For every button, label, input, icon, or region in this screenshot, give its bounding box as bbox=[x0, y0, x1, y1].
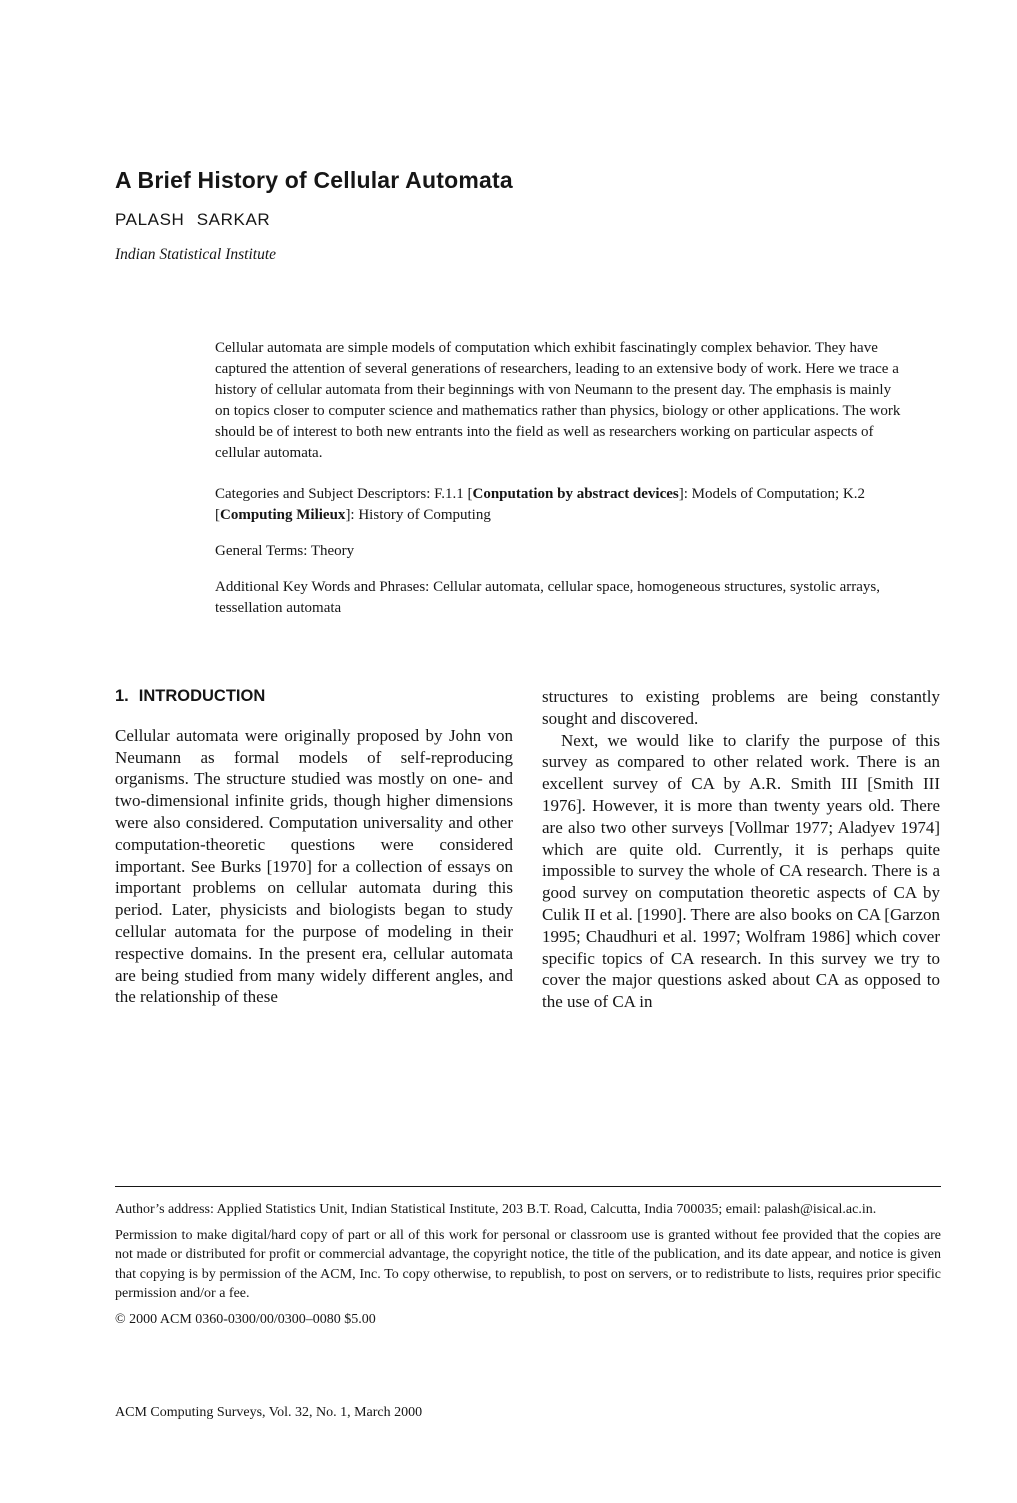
footnote-copyright: © 2000 ACM 0360-0300/00/0300–0080 $5.00 bbox=[115, 1311, 376, 1327]
general-terms-line: General Terms: Theory bbox=[215, 543, 355, 559]
body-paragraph: structures to existing problems are being constantly sought and discovered. bbox=[542, 687, 940, 728]
body-columns bbox=[115, 686, 941, 1013]
author-affiliation: Indian Statistical Institute bbox=[115, 246, 277, 263]
body-paragraph: Cellular automata were originally proposed by John von Neumann as formal models of self-reproducing organisms. The structure studied was mostly on one- and two-dimensional infinite grids, though higher dimensions were also considered. Computation universality and other computation-theoretic questions were considered important. See Burks [1970] for a collection of essays on important problems on cellular automata during this period. Later, physicists and biologists began to study cellular automata for the purpose of modeling in their respective domains. In the present era, cellular automata are being studied from many widely different angles, and the relationship of these bbox=[115, 725, 513, 1007]
front-matter bbox=[215, 338, 909, 634]
footnote-permission: Permission to make digital/hard copy of part or all of this work for personal or classroom use is granted without fee provided that the copies are not made or distributed for profit or commercial advantage, the copyright notice, the title of the publication, and its date appear, and notice is given that copying is by permission of the ACM, Inc. To copy otherwise, to republish, to post on servers, or to redistribute to lists, requires prior specific permission and/or a fee. bbox=[115, 1227, 941, 1302]
categories-suffix: ]: History of Computing bbox=[345, 507, 491, 523]
body-column-left bbox=[115, 686, 513, 1013]
categories-descriptor-2: Computing Milieux bbox=[220, 507, 346, 523]
keywords-line: Additional Key Words and Phrases: Cellular automata, cellular space, homogeneous structures, systolic arrays, tessellation automata bbox=[215, 579, 881, 616]
journal-footer: ACM Computing Surveys, Vol. 32, No. 1, March 2000 bbox=[115, 1405, 423, 1420]
categories-descriptor-1: Conputation by abstract devices bbox=[472, 486, 679, 502]
footnote-divider bbox=[115, 1186, 941, 1187]
footnote-address: Author’s address: Applied Statistics Unit, Indian Statistical Institute, 203 B.T. Road, Calcutta, India 700035; email: palash@isical.ac.in. bbox=[115, 1202, 877, 1217]
section-number: 1. bbox=[115, 687, 129, 705]
section-title: INTRODUCTION bbox=[138, 687, 266, 705]
body-paragraph: Next, we would like to clarify the purpose of this survey as compared to other related work. There is an excellent survey of CA by A.R. Smith III [Smith III 1976]. However, it is more than twenty years old. There are also two other surveys [Vollmar 1977; Aladyev 1974] which are quite old. Currently, it is perhaps quite impossible to survey the whole of CA research. There is a good survey on computation theoretic aspects of CA by Culik II et al. [1990]. There are also books on CA [Garzon 1995; Chaudhuri et al. 1997; Wolfram 1986] which cover specific topics of CA research. In this survey we try to cover the major questions asked about CA as opposed to the use of CA in bbox=[542, 730, 940, 1012]
body-column-right bbox=[542, 686, 940, 1013]
page-title: A Brief History of Cellular Automata bbox=[115, 167, 513, 193]
author-name: PALASH SARKAR bbox=[115, 210, 271, 229]
section-heading bbox=[115, 686, 513, 708]
footnote-area bbox=[115, 1186, 941, 1336]
abstract-text: Cellular automata are simple models of computation which exhibit fascinatingly complex behavior. They have captured the attention of several generations of researchers, leading to an extensive body of work. Here we trace a history of cellular automata from their beginnings with von Neumann to the present day. The emphasis is mainly on topics closer to computer science and mathematics rather than physics, biology or other applications. The work should be of interest to both new entrants into the field as well as researchers working on particular aspects of cellular automata. bbox=[215, 340, 901, 461]
categories-prefix: Categories and Subject Descriptors: F.1.1 [ bbox=[215, 486, 473, 502]
categories-middle: ]: Models of Computation; K.2 [ bbox=[215, 486, 866, 523]
categories-line bbox=[215, 484, 909, 526]
